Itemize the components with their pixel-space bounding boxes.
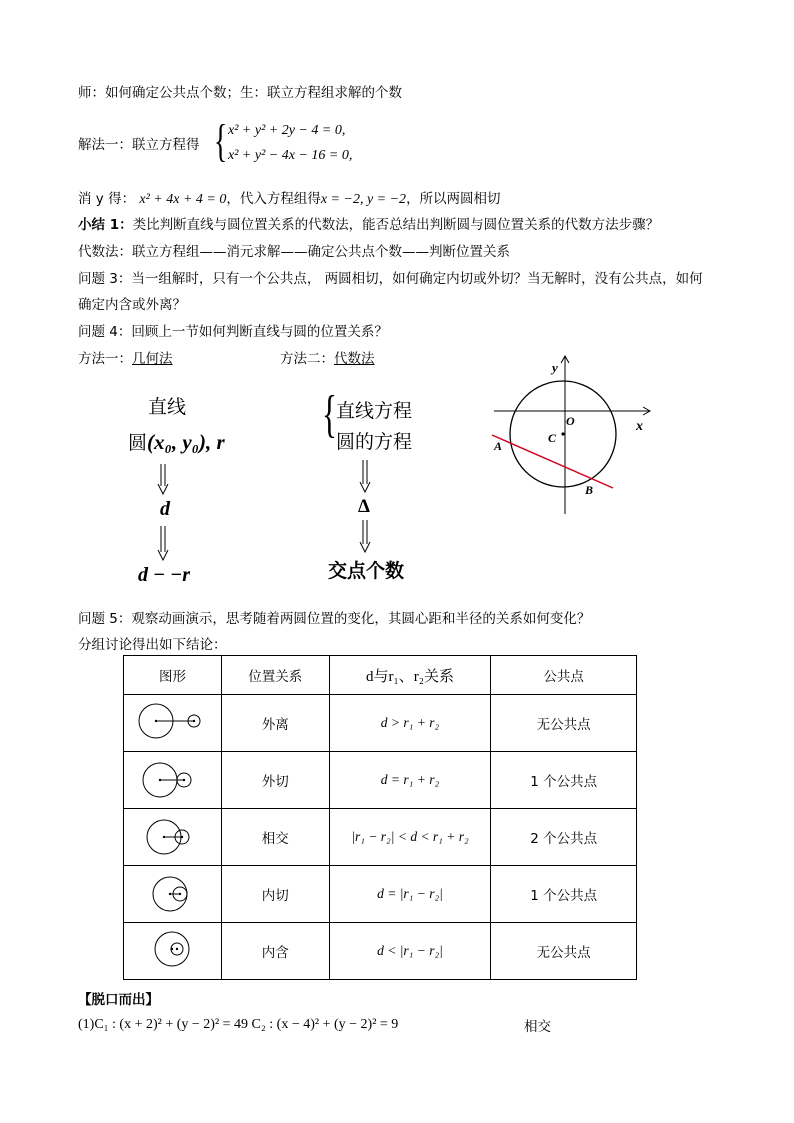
intro-line: 师：如何确定公共点个数；生：联立方程组求解的个数 [78, 85, 402, 101]
circle-line-figure [490, 352, 660, 522]
method1-label: 解法一：联立方程得 [78, 137, 200, 153]
table-header-row [124, 656, 637, 695]
header-formula: d与r₁、r₂关系 [329, 656, 491, 695]
method1-eq2: x² + y² − 4x − 16 = 0, [228, 148, 353, 163]
method1-brace: { [214, 115, 228, 166]
points-cell: 2 个公共点 [491, 809, 637, 866]
alg-arrow-2 [356, 520, 376, 554]
geo-d-r: d − −r [138, 564, 191, 586]
relation-cell: 内切 [221, 866, 329, 923]
points-cell: 1 个公共点 [491, 866, 637, 923]
alg-delta: Δ [358, 496, 370, 517]
method-a-prefix: 方法一： [78, 351, 132, 367]
relation-table [123, 655, 637, 980]
formula-cell: d = |r₁ − r₂| [329, 866, 491, 923]
figure-intersect [124, 809, 222, 866]
summary1-label: 小结 1： [78, 217, 133, 233]
method-algebraic [280, 349, 375, 369]
alg-result: 交点个数 [328, 560, 405, 582]
table-row [124, 695, 637, 752]
x-label: x [636, 419, 643, 434]
relation-cell: 外离 [221, 695, 329, 752]
center-point [561, 432, 564, 435]
geo-d: d [160, 498, 170, 520]
geo-circle-prefix: 圆 [128, 432, 148, 454]
summary1-text: 类比判断直线与圆位置关系的代数法，能否总结出判断圆与圆位置关系的代数方法步骤？ [132, 217, 660, 233]
relation-cell: 外切 [221, 752, 329, 809]
exercise-title: 【脱口而出】 [78, 992, 159, 1008]
c-label: C [548, 431, 557, 445]
question3-line1: 问题 3：当一组解时，只有一个公共点， 两圆相切，如何确定内切或外切？当无解时，没有公共点，如何 [78, 271, 703, 287]
elim-prefix: 消 y 得： [78, 191, 136, 207]
o-label: O [566, 414, 575, 428]
table-row [124, 866, 637, 923]
question5: 问题 5：观察动画演示，思考随着两圆位置的变化，其圆心距和半径的关系如何变化？ [78, 611, 591, 627]
alg-brace: { [322, 386, 337, 443]
alg-arrow-1 [356, 460, 376, 494]
formula-cell: d = r₁ + r₂ [329, 752, 491, 809]
formula-cell: |r₁ − r₂| < d < r₁ + r₂ [329, 809, 491, 866]
header-relation: 位置关系 [221, 656, 329, 695]
alg-eq-line: 直线方程 [336, 400, 413, 422]
relation-cell: 相交 [221, 809, 329, 866]
method-b-name: 代数法 [334, 351, 375, 367]
figure-internal-tangent [124, 866, 222, 923]
points-cell: 无公共点 [491, 695, 637, 752]
elim-suffix: ，所以两圆相切 [406, 191, 501, 207]
figure-external-tangent [124, 752, 222, 809]
points-cell: 1 个公共点 [491, 752, 637, 809]
summary1 [78, 215, 659, 235]
geo-arrow-1 [154, 464, 174, 496]
method-b-prefix: 方法二： [280, 351, 334, 367]
relation-cell: 内含 [221, 923, 329, 980]
points-cell: 无公共点 [491, 923, 637, 980]
elim-middle: ，代入方程组得 [226, 191, 321, 207]
formula-cell: d < |r₁ − r₂| [329, 923, 491, 980]
b-label: B [585, 483, 594, 497]
formula-cell: d > r₁ + r₂ [329, 695, 491, 752]
method-geometric [78, 349, 173, 369]
exercise-equation: (1)C₁ : (x + 2)² + (y − 2)² = 49 C₂ : (x − 4)² + (y − 2)² = 9 [78, 1017, 399, 1032]
algebra-line: 代数法：联立方程组——消元求解——确定公共点个数——判断位置关系 [78, 244, 510, 260]
method-a-name: 几何法 [132, 351, 173, 367]
exercise-answer: 相交 [524, 1019, 551, 1035]
group-conclusion: 分组讨论得出如下结论： [78, 637, 227, 653]
table-row [124, 809, 637, 866]
table-row [124, 752, 637, 809]
elim-line [78, 189, 501, 210]
elim-eq: x² + 4x + 4 = 0 [139, 192, 227, 207]
figure-contained [124, 923, 222, 980]
geo-circle-params: (x₀, y₀), r [147, 430, 225, 454]
header-figure: 图形 [124, 656, 222, 695]
a-label: A [494, 439, 503, 453]
question3-line2: 确定内含或外离？ [78, 297, 186, 313]
header-points: 公共点 [491, 656, 637, 695]
figure-separate [124, 695, 222, 752]
alg-eq-circle: 圆的方程 [336, 431, 413, 453]
geo-line-label: 直线 [148, 396, 187, 418]
table-row [124, 923, 637, 980]
elim-solution: x = −2, y = −2 [320, 192, 407, 207]
question4: 问题 4：回顾上一节如何判断直线与圆的位置关系？ [78, 324, 388, 340]
geo-circle [128, 428, 225, 455]
geo-arrow-2 [154, 526, 174, 562]
method1-eq1: x² + y² + 2y − 4 = 0, [228, 123, 346, 138]
y-label: y [552, 360, 558, 375]
